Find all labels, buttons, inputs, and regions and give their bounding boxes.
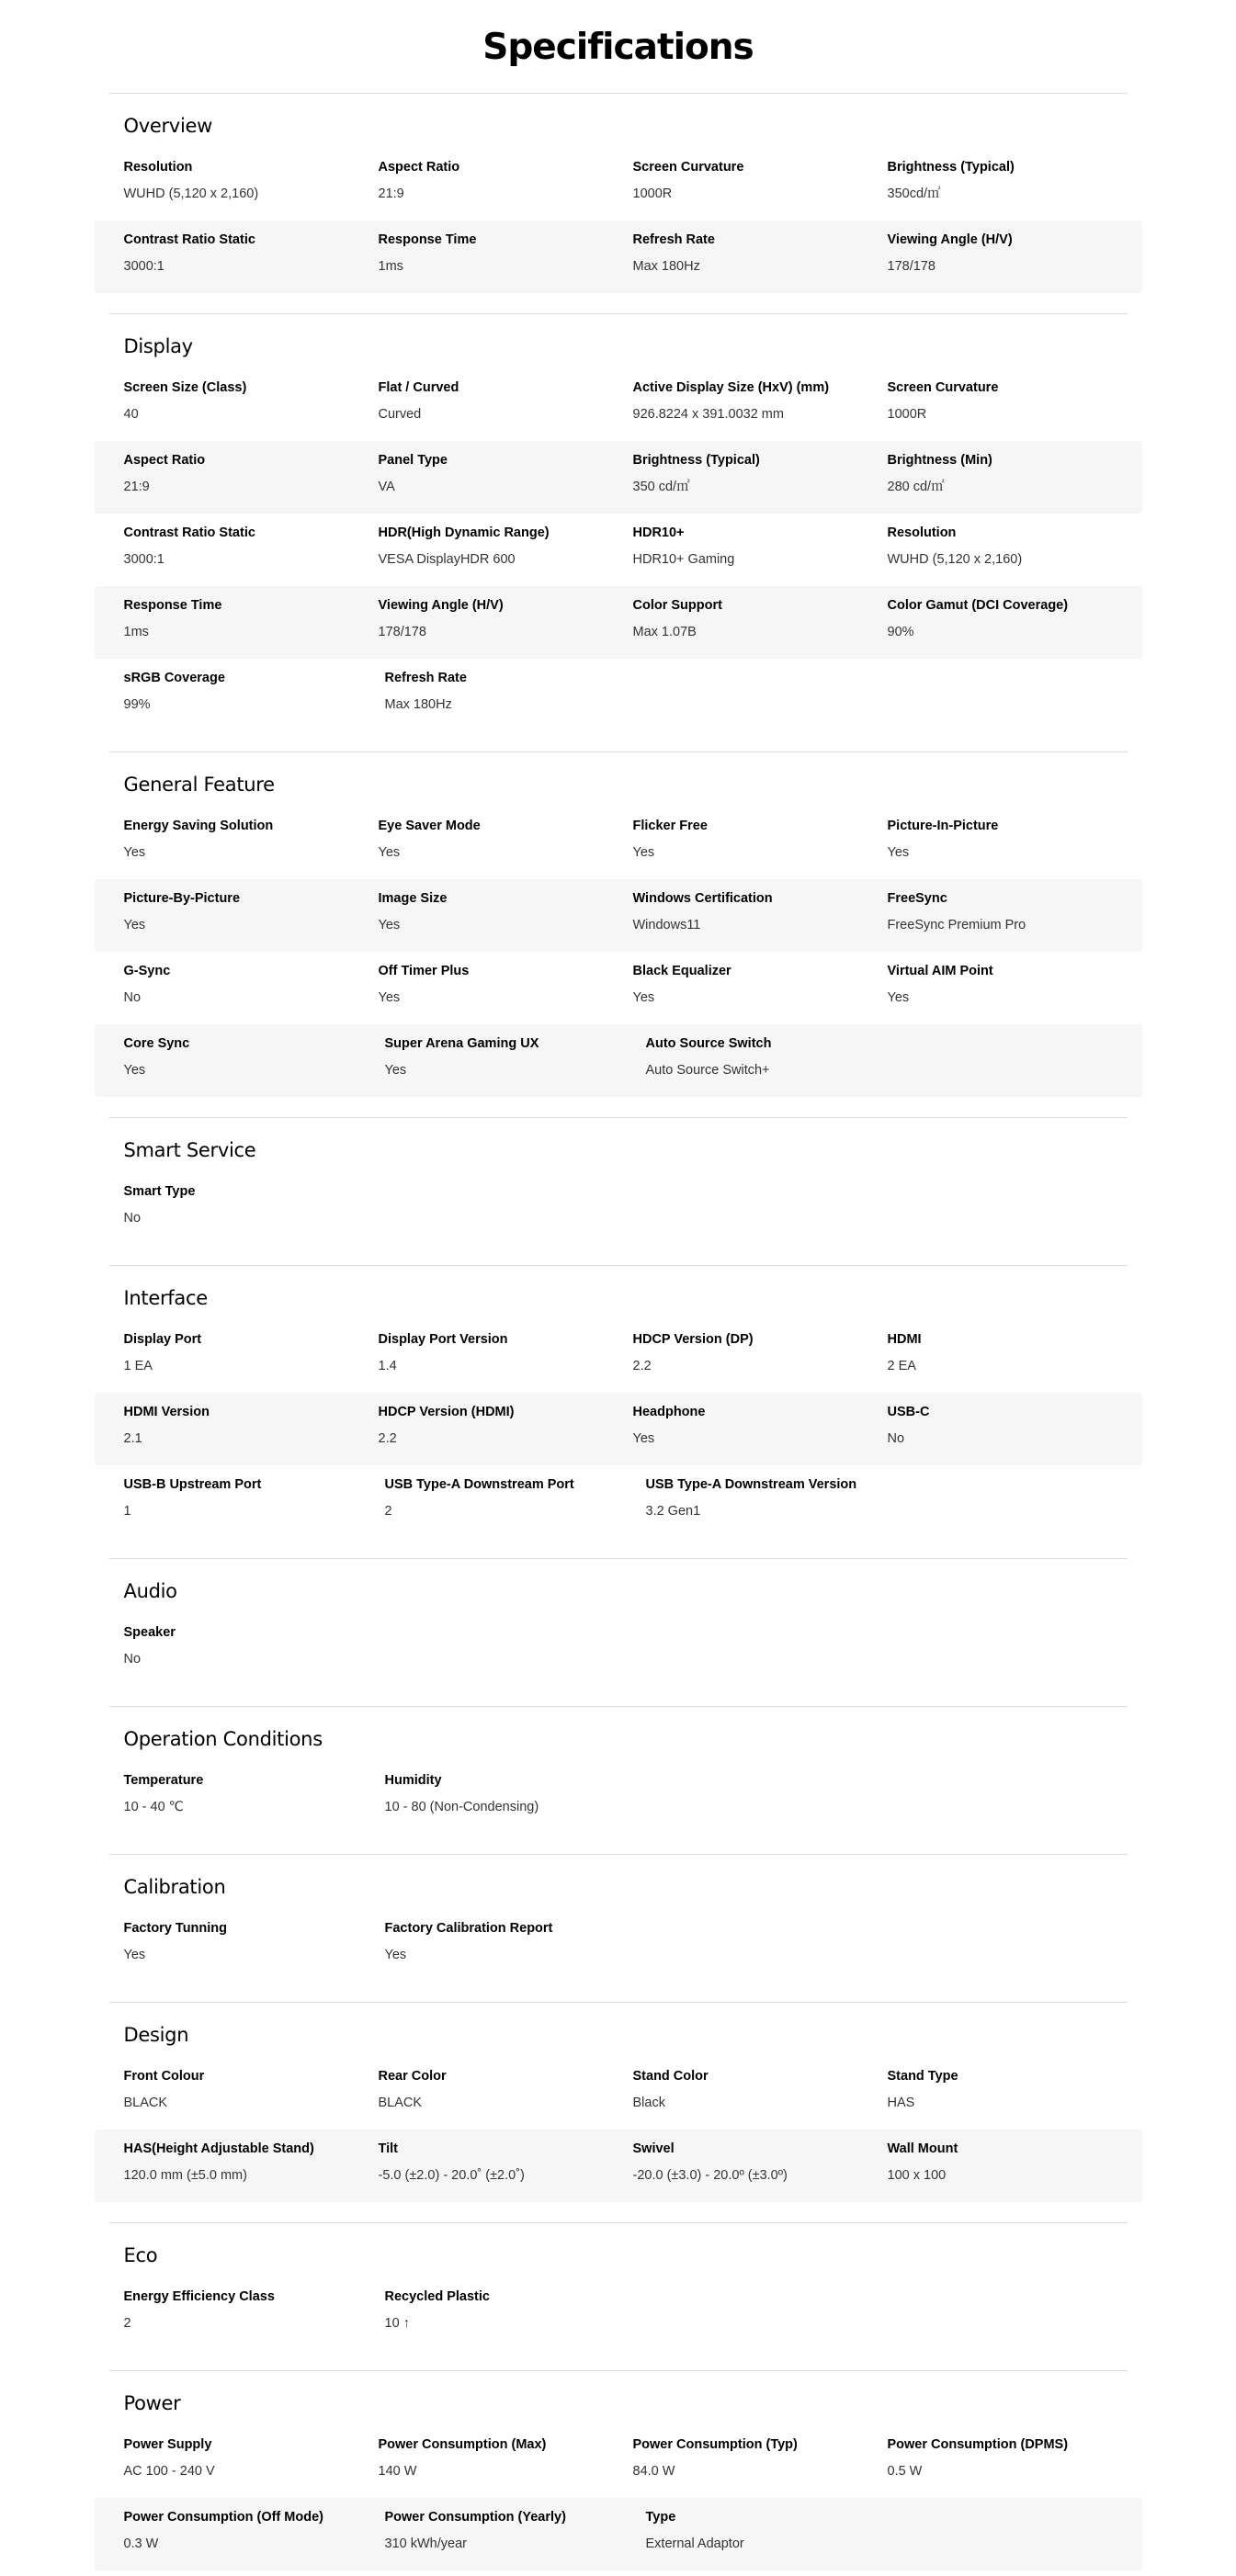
spec-item <box>379 2425 633 2498</box>
spec-label: HDCP Version (HDMI) <box>378 1405 515 1419</box>
spec-row <box>95 2498 1142 2570</box>
spec-row <box>95 1024 1142 1097</box>
spec-item <box>124 1909 385 1982</box>
spec-value: 99% <box>123 697 151 712</box>
spec-row <box>95 1393 1142 1465</box>
spec-item <box>888 441 1142 514</box>
spec-item <box>379 2057 633 2130</box>
spec-value: Yes <box>123 918 146 932</box>
spec-value: HAS <box>887 2096 915 2110</box>
spec-label: Eye Saver Mode <box>378 819 481 833</box>
spec-label: Smart Type <box>123 1184 196 1199</box>
spec-item <box>385 1024 646 1097</box>
spec-value: 40 <box>123 407 139 422</box>
section-title: Interface <box>123 1287 208 1309</box>
spec-item <box>888 148 1142 220</box>
spec-item <box>888 368 1142 441</box>
spec-label: Front Colour <box>123 2069 205 2084</box>
section-title: Smart Service <box>123 1139 256 1161</box>
spec-label: Brightness (Typical) <box>632 453 760 468</box>
section-title: Audio <box>123 1580 177 1602</box>
spec-row <box>95 368 1142 441</box>
spec-item <box>124 1320 379 1393</box>
spec-item <box>124 879 379 952</box>
spec-item <box>124 2130 379 2202</box>
spec-label: Aspect Ratio <box>123 453 206 468</box>
spec-item <box>633 879 888 952</box>
spec-item <box>633 514 888 586</box>
spec-label: Stand Color <box>632 2069 709 2084</box>
spec-label: Speaker <box>123 1625 176 1640</box>
spec-item <box>379 586 633 659</box>
spec-label: USB Type-A Downstream Port <box>384 1477 574 1492</box>
spec-label: Viewing Angle (H/V) <box>378 598 504 613</box>
spec-item <box>124 2498 385 2570</box>
spec-item <box>124 148 379 220</box>
spec-item <box>633 441 888 514</box>
spec-label: Flicker Free <box>632 819 708 833</box>
spec-label: Viewing Angle (H/V) <box>887 232 1013 247</box>
spec-label: Type <box>645 2510 676 2525</box>
spec-item <box>888 586 1142 659</box>
spec-value: Yes <box>123 1063 146 1078</box>
spec-item <box>888 1320 1142 1393</box>
spec-item <box>385 2498 646 2570</box>
spec-row <box>95 1909 1142 1982</box>
spec-value: -20.0 (±3.0) - 20.0º (±3.0º) <box>632 2168 788 2183</box>
spec-row <box>95 1172 1142 1245</box>
section-title: General Feature <box>123 774 275 796</box>
spec-label: Contrast Ratio Static <box>123 525 255 540</box>
section-title: Operation Conditions <box>123 1728 323 1750</box>
spec-value: 0.3 W <box>123 2536 159 2551</box>
spec-item <box>379 952 633 1024</box>
spec-value: 926.8224 x 391.0032 mm <box>632 407 784 422</box>
spec-item <box>888 2130 1142 2202</box>
spec-value: 350 cd/㎡ <box>632 480 690 494</box>
spec-label: Screen Size (Class) <box>123 380 247 395</box>
spec-label: Image Size <box>378 891 448 906</box>
spec-label: FreeSync <box>887 891 947 906</box>
spec-item <box>385 659 646 731</box>
spec-label: Color Gamut (DCI Coverage) <box>887 598 1069 613</box>
spec-label: Color Support <box>632 598 722 613</box>
spec-value: Yes <box>378 918 401 932</box>
spec-label: Power Consumption (DPMS) <box>887 2437 1069 2452</box>
spec-item <box>633 2425 888 2498</box>
section-title: Overview <box>123 115 212 137</box>
section-title: Calibration <box>123 1876 226 1898</box>
spec-value: Yes <box>384 1063 407 1078</box>
spec-value: 1000R <box>887 407 927 422</box>
spec-value: 21:9 <box>123 480 150 494</box>
spec-item <box>633 1393 888 1465</box>
spec-value: HDR10+ Gaming <box>632 552 735 567</box>
spec-item <box>124 807 379 879</box>
spec-item <box>124 514 379 586</box>
spec-value: 10 - 40 ℃ <box>123 1800 184 1814</box>
spec-label: sRGB Coverage <box>123 671 225 685</box>
section-title: Power <box>123 2392 181 2414</box>
spec-item <box>124 1024 385 1097</box>
spec-value: BLACK <box>123 2096 168 2110</box>
spec-value: 2 <box>384 1504 392 1519</box>
spec-label: Auto Source Switch <box>645 1036 772 1051</box>
spec-value: 84.0 W <box>632 2464 675 2479</box>
spec-value: 3000:1 <box>123 552 164 567</box>
spec-item <box>633 368 888 441</box>
spec-value: -5.0 (±2.0) - 20.0˚ (±2.0˚) <box>378 2168 525 2183</box>
spec-label: Picture-By-Picture <box>123 891 241 906</box>
spec-label: HDCP Version (DP) <box>632 1332 754 1347</box>
spec-label: Power Consumption (Yearly) <box>384 2510 566 2525</box>
spec-section <box>109 2002 1128 2222</box>
spec-label: USB-B Upstream Port <box>123 1477 262 1492</box>
spec-item <box>379 807 633 879</box>
spec-value: 2.2 <box>632 1359 652 1373</box>
spec-item <box>124 1465 385 1538</box>
spec-label: USB Type-A Downstream Version <box>645 1477 857 1492</box>
spec-value: 0.5 W <box>887 2464 923 2479</box>
spec-value: Yes <box>887 990 910 1005</box>
spec-label: Wall Mount <box>887 2141 958 2156</box>
spec-label: Resolution <box>123 160 193 175</box>
spec-row <box>95 1320 1142 1393</box>
spec-value: 3000:1 <box>123 259 164 274</box>
spec-item <box>379 1320 633 1393</box>
spec-section <box>109 1265 1128 1558</box>
section-title: Display <box>123 335 193 357</box>
spec-row <box>95 1761 1142 1834</box>
spec-label: HDR(High Dynamic Range) <box>378 525 550 540</box>
spec-item <box>633 807 888 879</box>
spec-value: 100 x 100 <box>887 2168 947 2183</box>
spec-item <box>124 220 379 293</box>
spec-value: 90% <box>887 625 914 639</box>
spec-value: Yes <box>123 845 146 860</box>
spec-label: HDR10+ <box>632 525 685 540</box>
spec-value: Curved <box>378 407 422 422</box>
spec-label: Screen Curvature <box>632 160 744 175</box>
spec-item <box>124 2277 385 2350</box>
page-title: Specifications <box>482 27 754 68</box>
spec-label: G-Sync <box>123 964 171 978</box>
spec-value: 2 <box>123 2316 131 2331</box>
spec-section <box>109 313 1128 751</box>
spec-item <box>888 220 1142 293</box>
section-title: Eco <box>123 2244 158 2266</box>
spec-item <box>385 2277 646 2350</box>
spec-label: Factory Tunning <box>123 1921 228 1936</box>
spec-section <box>109 2222 1128 2370</box>
spec-value: 2.2 <box>378 1431 397 1446</box>
spec-item <box>124 2057 379 2130</box>
spec-row <box>95 220 1142 293</box>
spec-value: Max 180Hz <box>384 697 452 712</box>
spec-value: Yes <box>632 845 655 860</box>
spec-value: 140 W <box>378 2464 417 2479</box>
spec-label: Refresh Rate <box>632 232 715 247</box>
spec-value: Auto Source Switch+ <box>645 1063 770 1078</box>
spec-label: Display Port Version <box>378 1332 508 1347</box>
spec-label: HDMI <box>887 1332 922 1347</box>
spec-value: FreeSync Premium Pro <box>887 918 1026 932</box>
spec-item <box>633 2057 888 2130</box>
spec-label: Brightness (Typical) <box>887 160 1015 175</box>
spec-item <box>124 441 379 514</box>
spec-item <box>379 220 633 293</box>
spec-value: No <box>123 1211 142 1226</box>
spec-label: Flat / Curved <box>378 380 459 395</box>
spec-item <box>124 586 379 659</box>
spec-value: No <box>887 1431 905 1446</box>
spec-value: Yes <box>123 1948 146 1962</box>
spec-sections <box>109 71 1128 2576</box>
spec-value: 10 - 80 (Non-Condensing) <box>384 1800 539 1814</box>
spec-value: BLACK <box>378 2096 423 2110</box>
spec-label: Response Time <box>378 232 477 247</box>
spec-value: 1.4 <box>378 1359 397 1373</box>
spec-label: Energy Efficiency Class <box>123 2289 275 2304</box>
spec-row <box>95 952 1142 1024</box>
spec-value: 120.0 mm (±5.0 mm) <box>123 2168 247 2183</box>
spec-label: Recycled Plastic <box>384 2289 490 2304</box>
spec-section <box>109 1706 1128 1854</box>
spec-item <box>124 1613 385 1686</box>
spec-row <box>95 2130 1142 2202</box>
spec-value: 1 EA <box>123 1359 153 1373</box>
spec-row <box>95 514 1142 586</box>
spec-label: Active Display Size (HxV) (mm) <box>632 380 830 395</box>
spec-row <box>95 586 1142 659</box>
spec-label: Humidity <box>384 1773 442 1788</box>
spec-section <box>109 2370 1128 2576</box>
spec-item <box>124 1172 385 1245</box>
spec-label: Display Port <box>123 1332 202 1347</box>
spec-value: Yes <box>384 1948 407 1962</box>
spec-value: Yes <box>632 1431 655 1446</box>
spec-label: Panel Type <box>378 453 448 468</box>
spec-value: WUHD (5,120 x 2,160) <box>123 186 259 201</box>
spec-value: 178/178 <box>378 625 426 639</box>
spec-label: USB-C <box>887 1405 930 1419</box>
spec-label: Factory Calibration Report <box>384 1921 553 1936</box>
spec-value: Windows11 <box>632 918 701 932</box>
spec-item <box>124 952 379 1024</box>
spec-value: No <box>123 1652 142 1666</box>
spec-item <box>124 2425 379 2498</box>
spec-value: WUHD (5,120 x 2,160) <box>887 552 1023 567</box>
spec-item <box>385 1761 646 1834</box>
spec-item <box>124 1761 385 1834</box>
spec-label: Off Timer Plus <box>378 964 470 978</box>
spec-item <box>385 1909 646 1982</box>
spec-label: Power Consumption (Off Mode) <box>123 2510 323 2525</box>
spec-item <box>888 1393 1142 1465</box>
spec-item <box>646 1465 907 1538</box>
spec-label: Headphone <box>632 1405 706 1419</box>
spec-value: 1ms <box>378 259 403 274</box>
spec-value: External Adaptor <box>645 2536 744 2551</box>
spec-label: Windows Certification <box>632 891 773 906</box>
spec-item <box>646 2498 907 2570</box>
spec-label: Power Consumption (Typ) <box>632 2437 798 2452</box>
spec-item <box>633 148 888 220</box>
spec-label: Black Equalizer <box>632 964 731 978</box>
spec-value: VA <box>378 480 395 494</box>
spec-label: Virtual AIM Point <box>887 964 993 978</box>
spec-label: Aspect Ratio <box>378 160 460 175</box>
spec-row <box>95 659 1142 731</box>
spec-label: Resolution <box>887 525 957 540</box>
spec-row <box>95 807 1142 879</box>
spec-item <box>379 2130 633 2202</box>
spec-item <box>124 659 385 731</box>
spec-label: Super Arena Gaming UX <box>384 1036 539 1051</box>
spec-value: 1 <box>123 1504 131 1519</box>
spec-label: Brightness (Min) <box>887 453 992 468</box>
spec-value: Max 1.07B <box>632 625 697 639</box>
section-title: Design <box>123 2024 189 2046</box>
spec-value: 1ms <box>123 625 149 639</box>
spec-label: Core Sync <box>123 1036 190 1051</box>
spec-item <box>888 514 1142 586</box>
spec-value: VESA DisplayHDR 600 <box>378 552 516 567</box>
spec-section <box>109 1117 1128 1265</box>
spec-label: Tilt <box>378 2141 398 2156</box>
spec-item <box>888 2425 1142 2498</box>
spec-row <box>95 2425 1142 2498</box>
spec-item <box>888 807 1142 879</box>
spec-label: Swivel <box>632 2141 675 2156</box>
spec-label: Screen Curvature <box>887 380 999 395</box>
spec-section <box>109 1558 1128 1706</box>
spec-label: HDMI Version <box>123 1405 210 1419</box>
spec-item <box>633 2130 888 2202</box>
spec-item <box>379 879 633 952</box>
spec-row <box>95 1465 1142 1538</box>
spec-value: Yes <box>887 845 910 860</box>
spec-row <box>95 148 1142 220</box>
spec-label: HAS(Height Adjustable Stand) <box>123 2141 314 2156</box>
spec-row <box>95 441 1142 514</box>
spec-value: No <box>123 990 142 1005</box>
spec-value: 2 EA <box>887 1359 916 1373</box>
spec-label: Energy Saving Solution <box>123 819 274 833</box>
spec-value: 178/178 <box>887 259 936 274</box>
spec-row <box>95 1613 1142 1686</box>
spec-row <box>95 2057 1142 2130</box>
spec-row <box>95 879 1142 952</box>
spec-value: 2.1 <box>123 1431 142 1446</box>
spec-label: Stand Type <box>887 2069 958 2084</box>
spec-section <box>109 1854 1128 2002</box>
spec-value: 10 ↑ <box>384 2316 410 2331</box>
spec-item <box>124 1393 379 1465</box>
spec-label: Power Supply <box>123 2437 212 2452</box>
spec-item <box>888 2057 1142 2130</box>
spec-value: Yes <box>378 845 401 860</box>
spec-item <box>888 952 1142 1024</box>
spec-value: AC 100 - 240 V <box>123 2464 215 2479</box>
spec-value: Yes <box>378 990 401 1005</box>
spec-section <box>109 93 1128 313</box>
spec-label: Refresh Rate <box>384 671 467 685</box>
spec-item <box>124 368 379 441</box>
spec-value: 350cd/㎡ <box>887 186 941 201</box>
spec-item <box>385 1465 646 1538</box>
spec-label: Response Time <box>123 598 222 613</box>
spec-item <box>888 879 1142 952</box>
spec-label: Picture-In-Picture <box>887 819 999 833</box>
spec-value: 1000R <box>632 186 673 201</box>
spec-label: Power Consumption (Max) <box>378 2437 547 2452</box>
spec-item <box>633 220 888 293</box>
spec-item <box>633 952 888 1024</box>
spec-section <box>109 751 1128 1117</box>
spec-value: 3.2 Gen1 <box>645 1504 701 1519</box>
spec-value: 21:9 <box>378 186 404 201</box>
spec-item <box>379 514 633 586</box>
spec-item <box>379 368 633 441</box>
spec-item <box>633 1320 888 1393</box>
spec-item <box>379 441 633 514</box>
spec-row <box>95 2277 1142 2350</box>
spec-item <box>379 148 633 220</box>
spec-value: Yes <box>632 990 655 1005</box>
spec-label: Temperature <box>123 1773 204 1788</box>
spec-value: 310 kWh/year <box>384 2536 467 2551</box>
spec-item <box>633 586 888 659</box>
spec-label: Rear Color <box>378 2069 447 2084</box>
spec-value: 280 cd/㎡ <box>887 480 945 494</box>
spec-value: Black <box>632 2096 665 2110</box>
spec-item <box>646 1024 907 1097</box>
spec-item <box>379 1393 633 1465</box>
spec-value: Max 180Hz <box>632 259 700 274</box>
spec-label: Contrast Ratio Static <box>123 232 255 247</box>
